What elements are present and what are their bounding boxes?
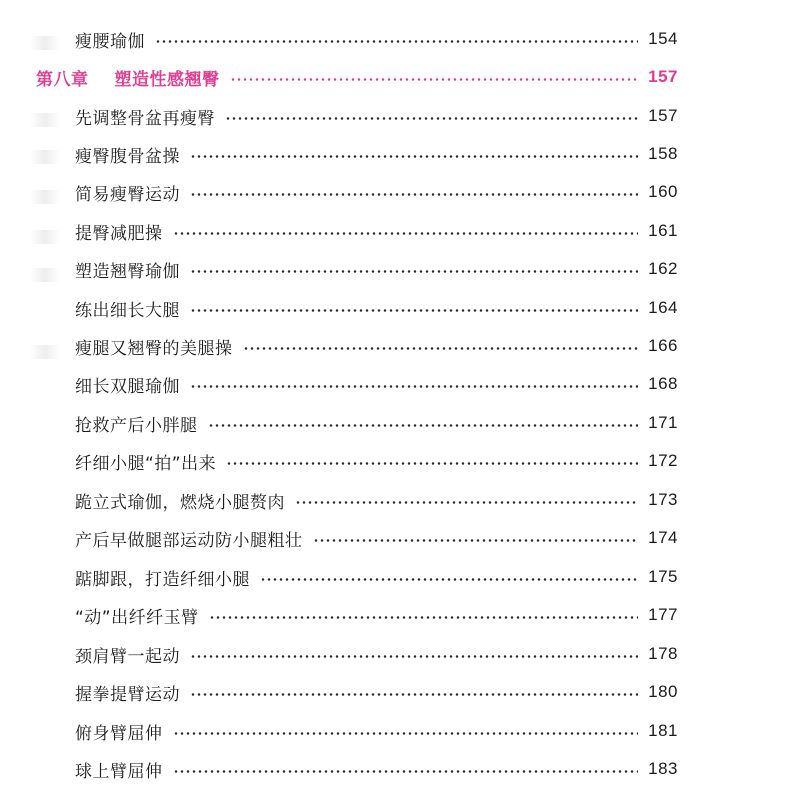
toc-entry-title: 颈肩臂一起动: [75, 646, 180, 667]
dot-leader: [243, 347, 639, 350]
toc-entry-page: 166: [648, 336, 678, 355]
toc-entry-title: 提臀减肥操: [75, 223, 163, 244]
toc-entry-title: 球上臂屈伸: [75, 761, 163, 782]
dot-leader: [173, 770, 639, 773]
toc-entry-title: 瘦腿又翘臀的美腿操: [75, 338, 233, 359]
dot-leader: [190, 193, 638, 196]
chapter-title: 塑造性感翘臀: [114, 69, 220, 90]
toc-entry-title: 握拳提臂运动: [75, 684, 180, 705]
dot-leader: [190, 270, 638, 273]
toc-entry[interactable]: [75, 676, 678, 708]
toc-entry[interactable]: [75, 138, 678, 170]
toc-entry[interactable]: [75, 599, 678, 631]
toc-entry-page: 154: [648, 29, 678, 48]
toc-entry-title: 跪立式瑜伽，燃烧小腿赘肉: [75, 492, 285, 513]
toc-entry[interactable]: [75, 292, 678, 324]
toc-entry[interactable]: [75, 176, 678, 208]
toc-entry[interactable]: [75, 753, 678, 785]
dot-leader: [190, 693, 638, 696]
toc-entry-page: 164: [648, 298, 678, 317]
toc-entry[interactable]: [75, 522, 678, 554]
toc-entry-title: 先调整骨盆再瘦臀: [75, 108, 215, 129]
toc-entry-page: 172: [648, 451, 678, 470]
toc-entry[interactable]: [75, 330, 678, 362]
chapter-heading[interactable]: [36, 61, 678, 93]
toc-entry-page: 160: [648, 182, 678, 201]
toc-entry[interactable]: [75, 368, 678, 400]
toc-entry-title: 踮脚跟，打造纤细小腿: [75, 569, 250, 590]
dot-leader: [173, 732, 639, 735]
dot-leader: [230, 78, 639, 81]
chapter-number: 第八章: [36, 69, 89, 90]
toc-entry[interactable]: [75, 638, 678, 670]
chapter-page: 157: [648, 67, 678, 86]
toc-entry[interactable]: [75, 100, 678, 132]
toc-entry-page: 181: [648, 721, 678, 740]
toc-entry-title: “动”出纤纤玉臂: [75, 607, 199, 628]
dot-leader: [208, 424, 639, 427]
dot-leader: [209, 616, 638, 619]
toc-entry[interactable]: [75, 445, 678, 477]
toc-entry-title: 产后早做腿部运动防小腿粗壮: [75, 530, 303, 551]
toc-entry-page: 174: [648, 528, 678, 547]
toc-entry[interactable]: [75, 253, 678, 285]
dot-leader: [190, 309, 638, 312]
toc-entry-page: 183: [648, 759, 678, 778]
toc-entry-page: 180: [648, 682, 678, 701]
toc-entry[interactable]: [75, 484, 678, 516]
toc-entry-page: 177: [648, 605, 678, 624]
toc-entry-title: 抢救产后小胖腿: [75, 415, 198, 436]
toc-entry-title: 练出细长大腿: [75, 300, 180, 321]
toc-entry-page: 175: [648, 567, 678, 586]
toc-entry-page: 157: [648, 106, 678, 125]
toc-entry-title: 简易瘦臀运动: [75, 184, 180, 205]
dot-leader: [226, 462, 638, 465]
toc-entry[interactable]: [75, 215, 678, 247]
toc-entry[interactable]: [75, 407, 678, 439]
toc-entry-title: 瘦腰瑜伽: [75, 31, 145, 52]
toc-entry-page: 171: [648, 413, 678, 432]
toc-entry[interactable]: [75, 715, 678, 747]
toc-entry-page: 168: [648, 374, 678, 393]
toc-entry-title: 纤细小腿“拍”出来: [75, 453, 217, 474]
dot-leader: [313, 539, 639, 542]
toc-entry-title: 塑造翘臀瑜伽: [75, 261, 180, 282]
toc-entry[interactable]: [75, 561, 678, 593]
toc-entry-page: 158: [648, 144, 678, 163]
dot-leader: [225, 117, 638, 120]
toc-entry-page: 161: [648, 221, 678, 240]
toc-entry-title: 瘦臀腹骨盆操: [75, 146, 180, 167]
dot-leader: [295, 501, 638, 504]
toc-entry-title: 俯身臂屈伸: [75, 723, 163, 744]
dot-leader: [190, 155, 638, 158]
dot-leader: [260, 578, 638, 581]
dot-leader: [155, 40, 638, 43]
toc-entry[interactable]: [75, 23, 678, 55]
toc-entry-title: 细长双腿瑜伽: [75, 376, 180, 397]
toc-entry-page: 162: [648, 259, 678, 278]
dot-leader: [190, 655, 638, 658]
toc-entry-page: 173: [648, 490, 678, 509]
dot-leader: [173, 232, 639, 235]
dot-leader: [190, 385, 638, 388]
toc-entry-page: 178: [648, 644, 678, 663]
